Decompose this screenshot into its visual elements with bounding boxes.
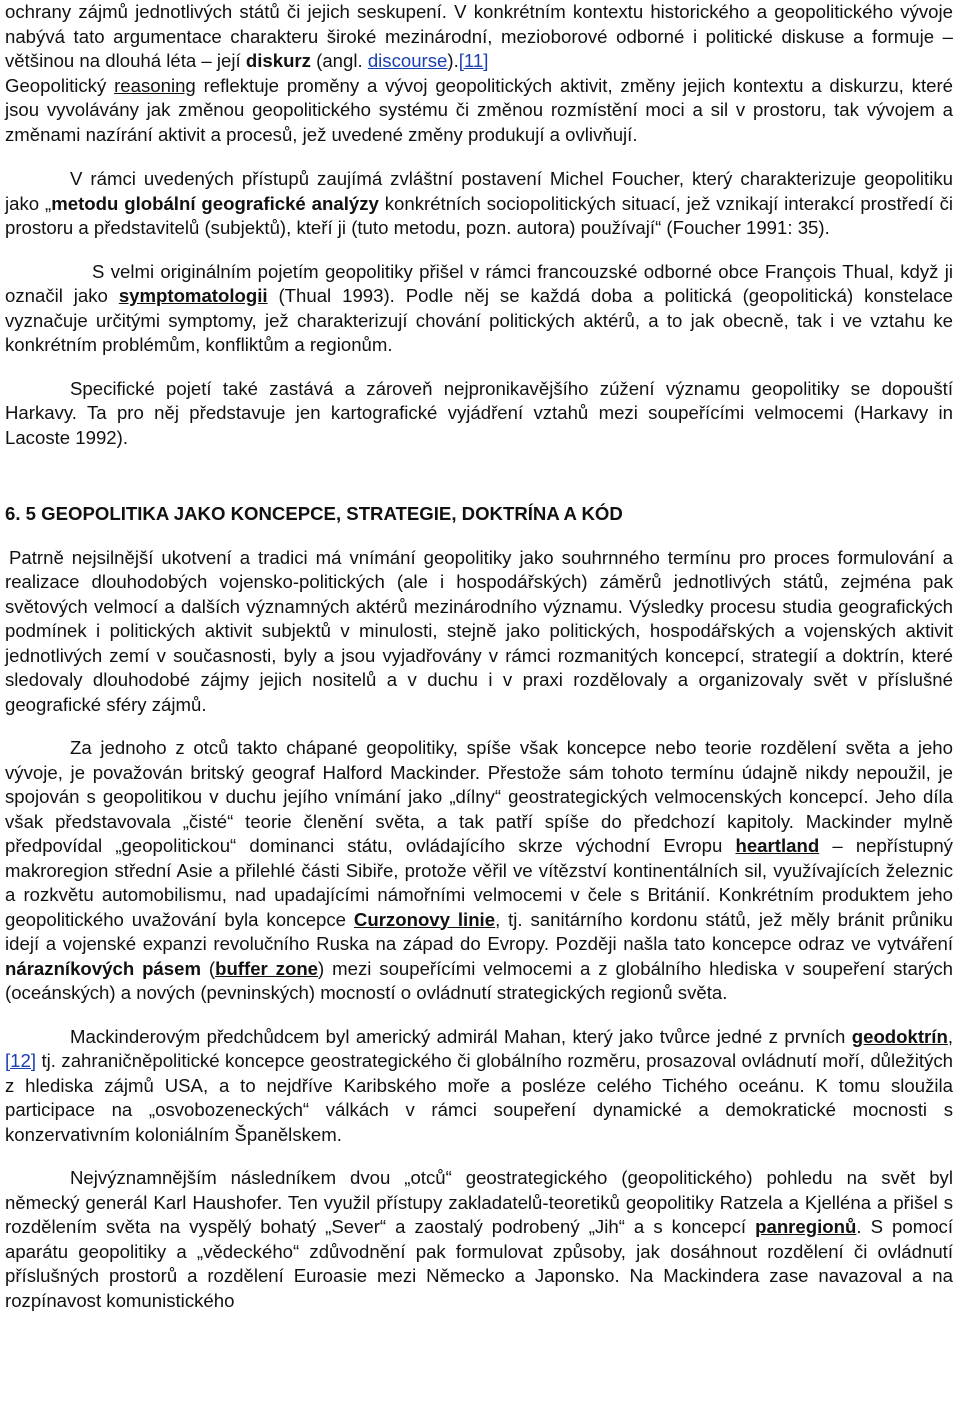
link-discourse[interactable]: discourse (367, 50, 448, 71)
paragraph-foucher: V rámci uvedených přístupů zaujímá zvláštní postavení Michel Foucher, který charakterizuje geopolitiku jako „metodu globální geografické analýzy konkrétních sociopolitických situací, jež vznikají interakcí prostředí či prostoru a představitelů (subjektů), kteří ji (tuto metodu, pozn. autora) používají“ (Foucher 1991: 35). (5, 168, 954, 238)
term-diskurz: diskurz (245, 50, 311, 71)
paragraph-haushofer: Nejvýznamnějším následníkem dvou „otců“ geostrategického (geopolitického) pohledu na svět byl německý generál Karl Haushofer. Ten využil přístupy zakladatelů-teoretiků geopolitiky Ratzela a Kjelléna a přišel s rozdělením světa na vyspělý bohatý „Sever“ a zaostalý podrobený „Jih“ a s koncepcí panregionů. S pomocí aparátu geopolitiky a „vědeckého“ zdůvodnění pak formulovat způsoby, jak dosáhnout rozdělení či ovládnutí příslušných prostorů a rozdělení Euroasie mezi Německo a Japonsko. Na Mackindera zase navazoval a na rozpínavost komunistického (5, 1167, 953, 1311)
term-buffer-zone: buffer zone (215, 957, 319, 979)
paragraph-mackinder: Za jednoho z otců takto chápané geopolitiky, spíše však koncepce nebo teorie rozdělení světa a jeho vývoje, je považován britský geograf Halford Mackinder. Přestože sám tohoto termínu údajně nikdy nepoužil, je spojován s geopolitikou v duchu jejího vnímání jako „dílny“ geostrategických velmocenských koncepcí. Jeho díla však představovala „čisté“ teorie členění světa, a tak patří spíše do předchozí kapitoly. Mackinder mylně předpovídal „geopolitickou“ dominanci státu, ovládajícího skrze východní Evropu heartland – nepřístupný makroregion střední Asie a přilehlé části Sibiře, protože věřil ve vítězství kontinentálních sil, využívajících železnic a rozkvětu automobilismu, nad upadajícími námořními velmocemi v čele s Británií. Konkrétním produktem jeho geopolitického uvažování byla koncepce Curzonovy linie, tj. sanitárního kordonu států, jež měly bránit průniku idejí a vojenské expanzi revolučního Ruska na západ do Evropy. Později našla tato koncepce odraz ve vytváření nárazníkových pásem (buffer zone) mezi soupeřícími velmocemi a z globálního hlediska v soupeření starých (oceánských) a nových (pevninských) mocností o ovládnutí strategických regionů světa. (5, 737, 954, 1003)
footnote-ref-11[interactable]: [11] (458, 50, 489, 71)
paragraph-thual: S velmi originálním pojetím geopolitiky přišel v rámci francouzské odborné obce François Thual, když ji označil jako symptomatologii (Thual 1993). Podle něj se každá doba a politická (geopolitická) konstelace vyznačuje určitými symptomy, jež charakterizují chování politických aktérů, a to jak obecně, tak i ve vztahu ke konkrétním problémům, konfliktům a regionům. (5, 260, 953, 355)
term-reasoning: reasoning (114, 74, 196, 96)
term-panregiony: panregionů (755, 1216, 857, 1237)
term-symptomatologie: symptomatologii (118, 285, 268, 306)
document-page (5, 0, 953, 1313)
paragraph-mahan: Mackinderovým předchůdcem byl americký admirál Mahan, který jako tvůrce jedné z prvních geodoktrín,[12] tj. zahraničněpolitické koncepce geostrategického či globálního rozměru, prosazoval ovládnutí moří, důležitých z hlediska zájmů USA, a to nejdříve Karibského moře a posléze celého Tichého oceánu. K tomu sloužila participace na „osvobozeneckých“ válkách v rámci soupeření dynamické a demokratické mocnosti s konzervativním koloniálním Španělskem. (5, 1025, 953, 1145)
term-heartland: heartland (735, 835, 820, 856)
paragraph-harkavy: Specifické pojetí také zastává a zároveň nejpronikavějšího zúžení významu geopolitiky se dopouští Harkavy. Ta pro něj představuje jen kartografické vyjádření vztahů mezi soupeřícími velmocemi (Harkavy in Lacoste 1992). (5, 377, 953, 448)
term-metoda: metodu globální geografické analýzy (51, 192, 379, 214)
term-narazniková-pasma: nárazníkových pásem (5, 957, 201, 979)
term-curzonova-linie: Curzonovy linie (353, 908, 496, 930)
footnote-ref-12[interactable]: [12] (5, 1050, 37, 1071)
section-heading: 6. 5 GEOPOLITIKA JAKO KONCEPCE, STRATEGIE, DOKTRÍNA A KÓD (5, 503, 623, 524)
paragraph-reasoning: Geopolitický reasoning reflektuje proměny a vývoj geopolitických aktivit, změny jejich kontextu a diskurzu, které jsou vyvolávány jak změnou geopolitického systému či změnou rozmístění moci a sil v prostoru, tak vývojem a změnami nazírání aktivit a procesů, jež uvedené změny produkují a ovlivňují. (5, 74, 953, 145)
paragraph-koncepce: Patrně nejsilnější ukotvení a tradici má vnímání geopolitiky jako souhrnného termínu pro proces formulování a realizace dlouhodobých vojensko-politických (ale i hospodářských) záměrů jednotlivých států, zejména pak světových velmocí a dalších významných aktérů mezinárodního významu. Výsledky procesu studia geografických podmínek i politických aktivit subjektů v minulosti, stejně jako politických, hospodářských a vojenských aktivit jednotlivých zemí v současnosti, byly a jsou vyjadřovány v rámci rozmanitých koncepcí, strategií a doktrín, které sledovaly dlouhodobé zájmy jejich nositelů a v duchu i v praxi rozdělovaly a organizovaly svět v příslušné geografické sféry zájmů. (5, 546, 953, 715)
paragraph-discourse: ochrany zájmů jednotlivých států či jejich seskupení. V konkrétním kontextu historického a geopolitického vývoje nabývá tato argumentace charakteru široké mezinárodní, mezioborové odborné i politické diskuse a formuje – většinou na dlouhá léta – její diskurz (angl. discourse).[11] (5, 1, 953, 71)
term-geodoktriny: geodoktrín (851, 1025, 948, 1047)
